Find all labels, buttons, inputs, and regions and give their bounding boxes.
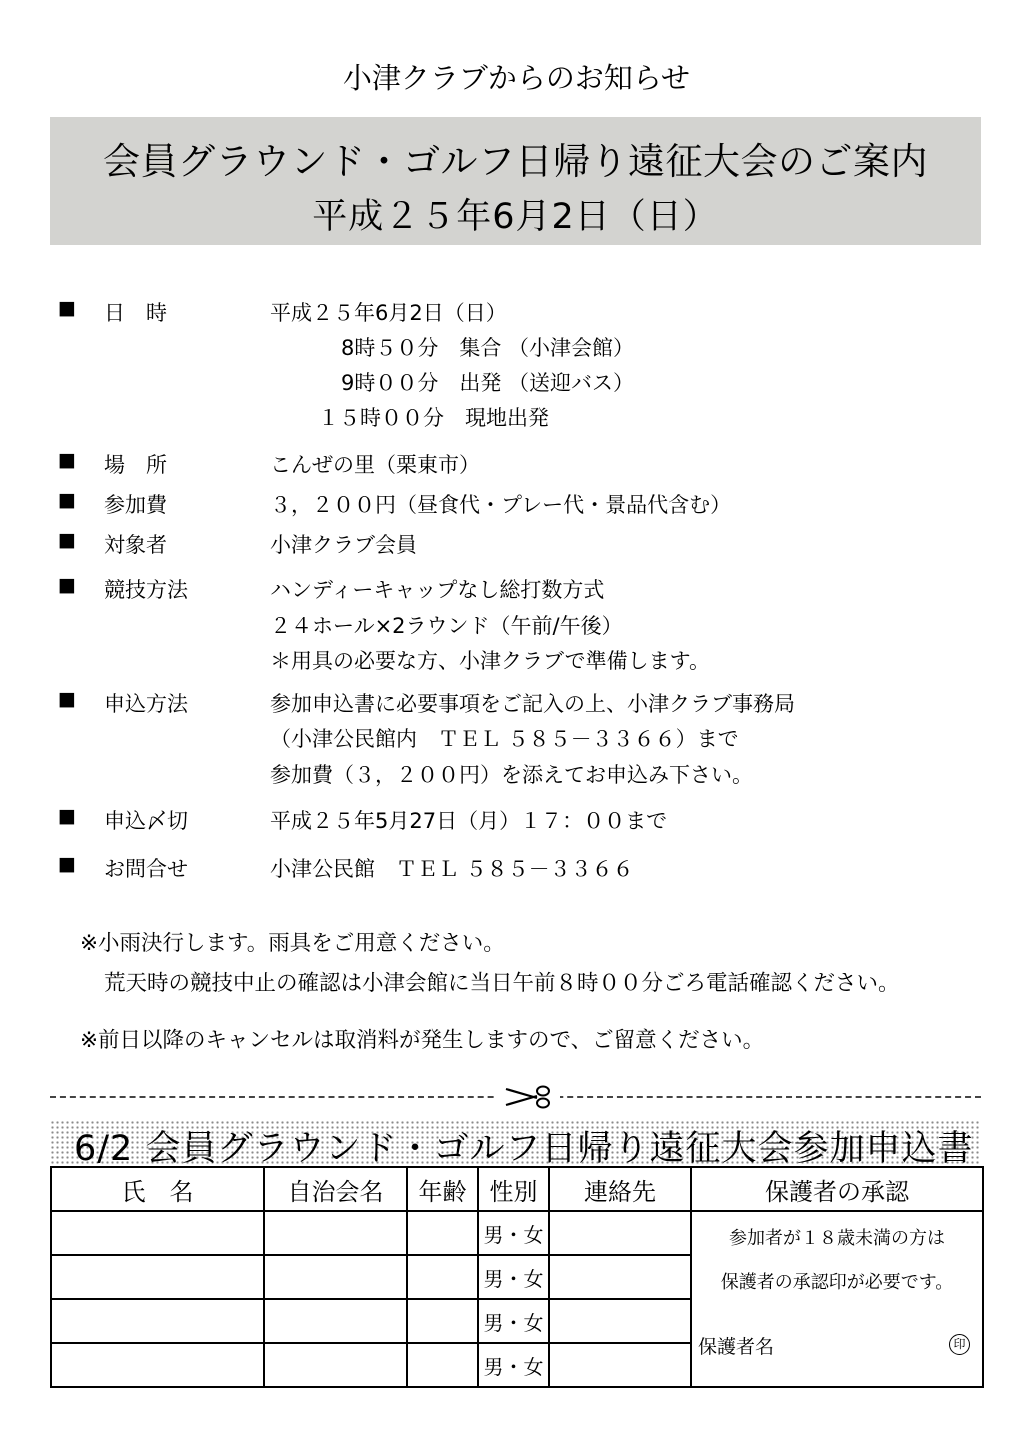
form-title: 6/2 会員グラウンド・ゴルフ日帰り遠征大会参加申込書 <box>74 1129 974 1169</box>
method-label: 競技方法 <box>104 578 188 602</box>
gender-option[interactable]: 男・女 <box>478 1343 549 1387</box>
bullet-icon: ■ <box>58 574 76 596</box>
col-gender-header: 性別 <box>478 1167 549 1211</box>
method-line: ＊用具の必要な方、小津クラブで準備します。 <box>270 649 710 673</box>
method-line: ２４ホール×2ラウンド（午前/午後） <box>270 614 623 638</box>
association-field[interactable] <box>264 1343 407 1387</box>
col-name-header: 氏 名 <box>51 1167 264 1211</box>
bullet-icon: ■ <box>58 449 76 471</box>
notice-heading: 小津クラブからのお知らせ <box>342 61 691 95</box>
schedule-depart: 9時００分 出発 （送迎バス） <box>341 371 635 395</box>
method-line: ハンディーキャップなし総打数方式 <box>270 578 605 602</box>
target-value: 小津クラブ会員 <box>270 533 417 557</box>
title-banner <box>50 117 981 245</box>
table-row <box>51 1211 983 1255</box>
bullet-icon: ■ <box>58 853 76 875</box>
col-age-header: 年齢 <box>407 1167 478 1211</box>
age-field[interactable] <box>407 1255 478 1299</box>
table-header-row <box>51 1167 983 1211</box>
contact-field[interactable] <box>549 1211 691 1255</box>
bullet-icon: ■ <box>58 529 76 551</box>
name-field[interactable] <box>51 1211 264 1255</box>
event-title: 会員グラウンド・ゴルフ日帰り遠征大会のご案内 <box>103 140 928 183</box>
contact-field[interactable] <box>549 1343 691 1387</box>
guardian-note: 保護者の承認印が必要です。 <box>720 1272 954 1293</box>
place-label: 場 所 <box>104 453 167 477</box>
gender-option[interactable]: 男・女 <box>478 1299 549 1343</box>
guardian-name-label: 保護者名 <box>698 1336 775 1358</box>
place-value: こんぜの里（栗東市） <box>270 453 480 477</box>
contact-label: お問合せ <box>104 857 188 881</box>
gender-option[interactable]: 男・女 <box>478 1211 549 1255</box>
col-contact-header: 連絡先 <box>549 1167 691 1211</box>
guardian-approval-cell <box>691 1211 983 1387</box>
apply-label: 申込方法 <box>104 692 188 716</box>
name-field[interactable] <box>51 1343 264 1387</box>
storm-note: 荒天時の競技中止の確認は小津会館に当日午前８時００分ごろ電話確認ください。 <box>104 971 900 996</box>
association-field[interactable] <box>264 1211 407 1255</box>
age-field[interactable] <box>407 1299 478 1343</box>
association-field[interactable] <box>264 1299 407 1343</box>
apply-line: 参加費（３，２００円）を添えてお申込み下さい。 <box>270 763 753 787</box>
association-field[interactable] <box>264 1255 407 1299</box>
schedule-gather: 8時５０分 集合 （小津会館） <box>341 336 635 360</box>
event-date: 平成２５年6月2日（日） <box>312 197 719 237</box>
form-title-banner <box>50 1120 981 1169</box>
bullet-icon: ■ <box>58 688 76 710</box>
contact-value: 小津公民館 ＴＥＬ ５８５－３３６６ <box>270 857 634 881</box>
contact-field[interactable] <box>549 1255 691 1299</box>
age-field[interactable] <box>407 1343 478 1387</box>
contact-field[interactable] <box>549 1299 691 1343</box>
bullet-icon: ■ <box>58 805 76 827</box>
fee-label: 参加費 <box>104 493 167 517</box>
name-field[interactable] <box>51 1255 264 1299</box>
fee-value: ３，２００円（昼食代・プレー代・景品代含む） <box>270 493 732 517</box>
deadline-label: 申込〆切 <box>104 809 188 833</box>
scissors-icon <box>496 1080 560 1114</box>
application-form <box>50 1166 984 1388</box>
seal-icon: 印 <box>949 1334 970 1355</box>
datetime-label: 日 時 <box>104 301 167 325</box>
apply-line: （小津公民館内 ＴＥＬ ５８５－３３６６）まで <box>270 727 739 751</box>
bullet-icon: ■ <box>58 297 76 319</box>
bullet-icon: ■ <box>58 489 76 511</box>
gender-option[interactable]: 男・女 <box>478 1255 549 1299</box>
cancel-note: ※前日以降のキャンセルは取消料が発生しますので、ご留意ください。 <box>80 1028 765 1053</box>
target-label: 対象者 <box>104 533 167 557</box>
rain-note: ※小雨決行します。雨具をご用意ください。 <box>80 931 505 956</box>
age-field[interactable] <box>407 1211 478 1255</box>
col-association-header: 自治会名 <box>264 1167 407 1211</box>
col-guardian-header: 保護者の承認 <box>691 1167 983 1211</box>
name-field[interactable] <box>51 1299 264 1343</box>
schedule-return: １５時００分 現地出発 <box>318 406 549 430</box>
datetime-value: 平成２５年6月2日（日） <box>270 301 507 325</box>
apply-line: 参加申込書に必要事項をご記入の上、小津クラブ事務局 <box>270 692 795 716</box>
guardian-note: 参加者が１８歳未満の方は <box>729 1228 945 1249</box>
deadline-value: 平成２５年5月27日（月）１７：００まで <box>270 809 668 833</box>
